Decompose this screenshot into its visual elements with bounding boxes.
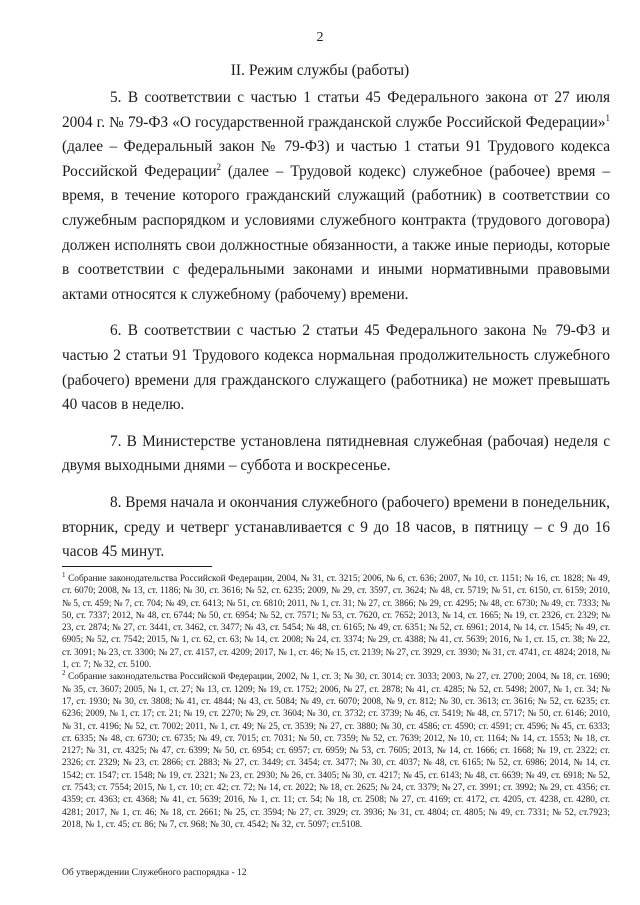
footnote-1-text: Собрание законодательства Российской Федерации, 2004, № 31, ст. 3215; 2006, № 6, ст. 636; 2007, № 10, ст. 1151; № 16, ст. 1828; № 49, ст. 6070; 2008, № 13, ст. 1186; № 30, ст. 3616; № 52, ст. 6235; 2009, № 29, ст. 3597, ст. 3624; № 48, ст. 5719; № 51, ст. 6150, ст. 6159; 2010, № 5, ст. 459; № 7, ст. 704; № 49, ст. 6413; № 51, ст. 6810; 2011, № 1, ст. 31; № 27, ст. 3866; № 29, ст. 4295; № 48, ст. 6730; № 49, ст. 7333; № 50, ст. 7337; 2012, № 48, ст. 6744; № 50, ст. 6954; № 52, ст. 7571; № 53, ст. 7620, ст. 7652; 2013, № 14, ст. 1665; № 19, ст. 2326, ст. 2329; № 23, ст. 2874; № 27, ст. 3441, ст. 3462, ст. 3477; № 43, ст. 5454; № 48, ст. 6165; № 49, ст. 6351; № 52, ст. 6961; 2014, № 14, ст. 1545; № 49, ст. 6905; № 52, ст. 7542; 2015, № 1, ст. 62, ст. 63; № 14, ст. 2008; № 24, ст. 3374; № 29, ст. 4388; № 41, ст. 5639; 2016, № 1, ст. 15, ст. 38; № 22, ст. 3091; № 23, ст. 3300; № 27, ст. 4157, ст. 4209; 2017, № 1, ст. 46; № 15, ст. 2139; № 27, ст. 3929, ст. 3930; № 31, ст. 4741, ст. 4824; 2018, № 1, ст. 7; № 32, ст. 5100. [62, 574, 610, 671]
paragraph-8: 8. Время начала и окончания служебного (рабочего) времени в понедельник, вторник, среду и четверг устанавливается с 9 до 18 часов, в пятницу – с 9 до 16 часов 45 минут. [62, 493, 610, 561]
paragraph-5-part-c: (далее – Трудовой кодекс) служебное (рабочее) время – время, в течение которого гражданский служащий (работник) в соответствии со служебным распорядком и условиями служебного контракта (трудового договора) должен исполнять свои должностные обязанности, а также иные периоды, которые в соответствии с федеральными законами и иными нормативными правовыми актами относятся к служебному (рабочему) времени. [62, 162, 610, 303]
document-body [62, 86, 610, 565]
footnote-ref-2: 2 [216, 161, 222, 172]
section-heading: II. Режим службы (работы) [230, 62, 410, 79]
paragraph-6: 6. В соответствии с частью 2 статьи 45 Федерального закона № 79-ФЗ и частью 2 статьи 91 Трудового кодекса нормальная продолжительность служебного (рабочего) времени для гражданского служащего (работника) не может превышать 40 часов в неделю. [62, 322, 610, 414]
footnote-ref-1: 1 [605, 112, 610, 123]
paragraph-5 [62, 86, 610, 307]
footnotes [62, 570, 610, 831]
footnote-2-label: 2 [62, 669, 66, 678]
footnote-1 [62, 570, 610, 671]
footnote-2-text: Собрание законодательства Российской Федерации, 2002, № 1, ст. 3; № 30, ст. 3014; ст. 3033; 2003, № 27, ст. 2700; 2004, № 18, ст. 1690; № 35, ст. 3607; 2005, № 1, ст. 27; № 13, ст. 1209; № 19, ст. 1752; 2006, № 27, ст. 2878; № 41, ст. 4285; № 52, ст. 5498; 2007, № 1, ст. 34; № 17, ст. 1930; № 30, ст. 3808; № 41, ст. 4844; № 43, ст. 5084; № 49, ст. 6070; 2008, № 9, ст. 812; № 30, ст. 3613; ст. 3616; № 52, ст. 6235; ст. 6236; 2009, № 1, ст. 17; ст. 21; № 19, ст. 2270; № 29, ст. 3604; № 30, ст. 3732; ст. 3739; № 46, ст. 5419; № 48, ст. 5717; № 50, ст. 6146; 2010, № 31, ст. 4196; № 52, ст. 7002; 2011, № 1, ст. 49; № 25, ст. 3539; № 27, ст. 3880; № 30, ст. 4586; ст. 4590; ст. 4591; ст. 4596; № 45, ст. 6333; ст. 6335; № 48, ст. 6730; ст. 6735; № 49, ст. 7015; ст. 7031; № 50, ст. 7359; № 52, ст. 7639; 2012, № 10, ст. 1164; № 14, ст. 1553; № 18, ст. 2127; № 31, ст. 4325; № 47, ст. 6399; № 50, ст. 6954; ст. 6957; ст. 6959; № 53, ст. 7605; 2013, № 14, ст. 1666; ст. 1668; № 19, ст. 2322; ст. 2326; ст. 2329; № 23, ст. 2866; ст. 2883; № 27, ст. 3449; ст. 3454; ст. 3477; № 30, ст. 4037; № 48, ст. 6165; № 52, ст. 6986; 2014, № 14, ст. 1542; ст. 1547; ст. 1548; № 19, ст. 2321; № 23, ст. 2930; № 26, ст. 3405; № 30, ст. 4217; № 45, ст. 6143; № 48, ст. 6639; № 49, ст. 6918; № 52, ст. 7543; ст. 7554; 2015, № 1, ст. 10; ст. 42; ст. 72; № 14, ст. 2022; № 18, ст. 2625; № 24, ст. 3379; № 27, ст. 3991; ст. 3992; № 29, ст. 4356; ст. 4359; ст. 4363; ст. 4368; № 41, ст. 5639; 2016, № 1, ст. 11; ст. 54; № 18, ст. 2508; № 27, ст. 4169; ст. 4172, ст. 4205, ст. 4238, ст. 4280, ст. 4281; 2017, № 1, ст. 46; № 18, ст. 2661; № 25, ст. 3594; № 27, ст. 3929; ст. 3936; № 31, ст. 4804; ст. 4805; № 49, ст. 7331; № 52, ст.7923; 2018, № 1, ст. 45; ст. 86; № 7, ст. 968; № 30, ст. 4542; № 32, ст. 5097; ст.5108. [62, 672, 610, 830]
footnote-2 [62, 671, 610, 831]
footnote-1-label: 1 [62, 570, 66, 579]
paragraph-5-part-a: 5. В соответствии с частью 1 статьи 45 Федерального закона от 27 июля 2004 г. № 79-ФЗ «О государственной гражданской службе Российской Федерации» [62, 89, 610, 131]
paragraph-5-part-b: (далее – Федеральный закон № 79-ФЗ) и частью 1 статьи 91 Трудового кодекса Российской Федерации [62, 138, 610, 180]
page-number: 2 [316, 30, 324, 45]
footnote-separator [62, 566, 212, 567]
paragraph-7: 7. В Министерстве установлена пятидневная служебная (рабочая) неделя с двумя выходными днями – суббота и воскресенье. [62, 432, 610, 475]
page-footer: Об утверждении Служебного распорядка - 12 [62, 868, 247, 878]
